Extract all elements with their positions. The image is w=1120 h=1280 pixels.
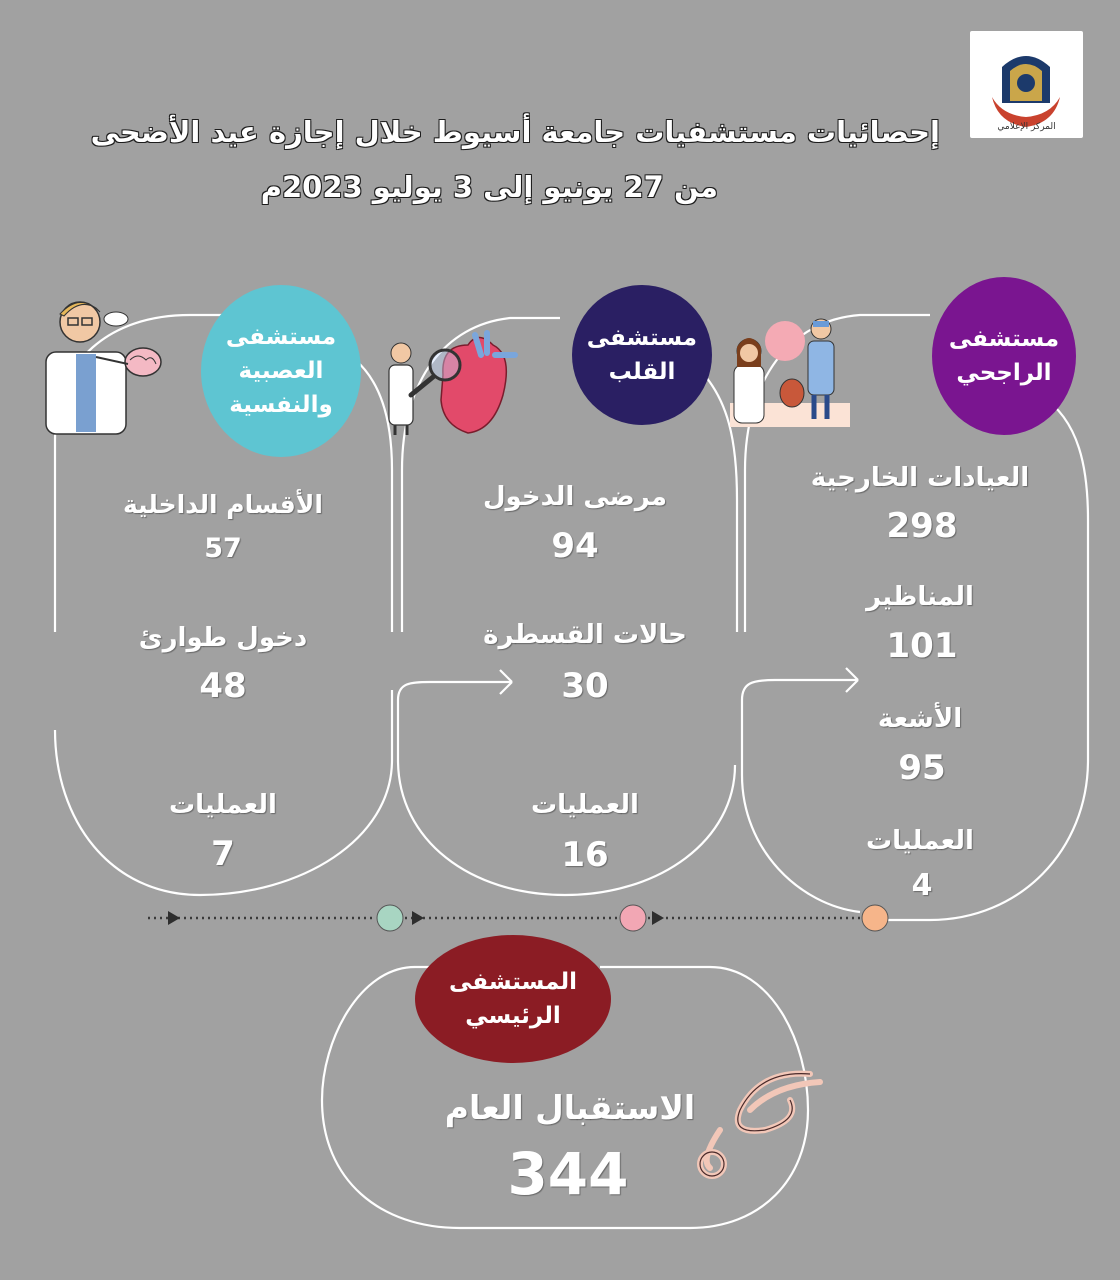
neuro-stat-value: 57: [204, 533, 242, 564]
neuro-stat-value: 48: [199, 666, 247, 706]
heart-stat-label: مرضى الدخول: [482, 482, 668, 512]
doctor-brain-illustration: [38, 292, 168, 437]
neuro-hospital-badge: [201, 285, 361, 457]
neuro-hospital-name: مستشفى العصبية والنفسية: [225, 324, 337, 418]
neuro-stat-value: 7: [211, 834, 235, 874]
neuro-stat-label: العمليات: [169, 790, 277, 820]
heart-stat-value: 30: [561, 666, 609, 706]
rajhi-hospital-badge: [932, 277, 1076, 435]
heart-hospital-name: مستشفى القلب: [586, 325, 697, 385]
main-stat-value: 344: [507, 1140, 629, 1208]
page-title: إحصائيات مستشفيات جامعة أسيوط خلال إجازة عيد الأضحى: [90, 115, 940, 149]
heart-stat-value: 94: [551, 526, 599, 566]
rajhi-stat-value: 4: [911, 868, 933, 903]
neuro-stat-label: دخول طوارئ: [138, 623, 308, 653]
main-hospital-badge: [415, 935, 611, 1063]
heart-stat-label: العمليات: [531, 790, 639, 820]
rajhi-stat-value: 101: [886, 626, 958, 666]
page-subtitle: من 27 يونيو إلى 3 يوليو 2023م: [260, 170, 718, 204]
rajhi-hospital-name: مستشفى الراجحي: [948, 326, 1060, 386]
heart-doctor-illustration: [383, 325, 528, 437]
logo-caption: المركز الإعلامي: [997, 122, 1056, 132]
rajhi-stat-value: 95: [898, 748, 946, 788]
heart-hospital-badge: [572, 285, 712, 425]
rajhi-stat-label: العيادات الخارجية: [810, 463, 1030, 493]
main-stat-label: الاستقبال العام: [444, 1088, 696, 1127]
rajhi-stat-label: المناظير: [866, 582, 974, 612]
rajhi-stat-label: الأشعة: [877, 704, 963, 734]
heart-stat-label: حالات القسطرة: [483, 620, 687, 650]
university-logo: [970, 31, 1083, 138]
neuro-stat-label: الأقسام الداخلية: [123, 490, 323, 519]
heart-stat-value: 16: [561, 835, 609, 875]
rajhi-stat-value: 298: [886, 506, 958, 546]
main-hospital-name: المستشفى الرئيسي: [449, 969, 577, 1029]
rajhi-stat-label: العمليات: [866, 826, 974, 856]
kidney-doctors-illustration: [730, 315, 850, 427]
